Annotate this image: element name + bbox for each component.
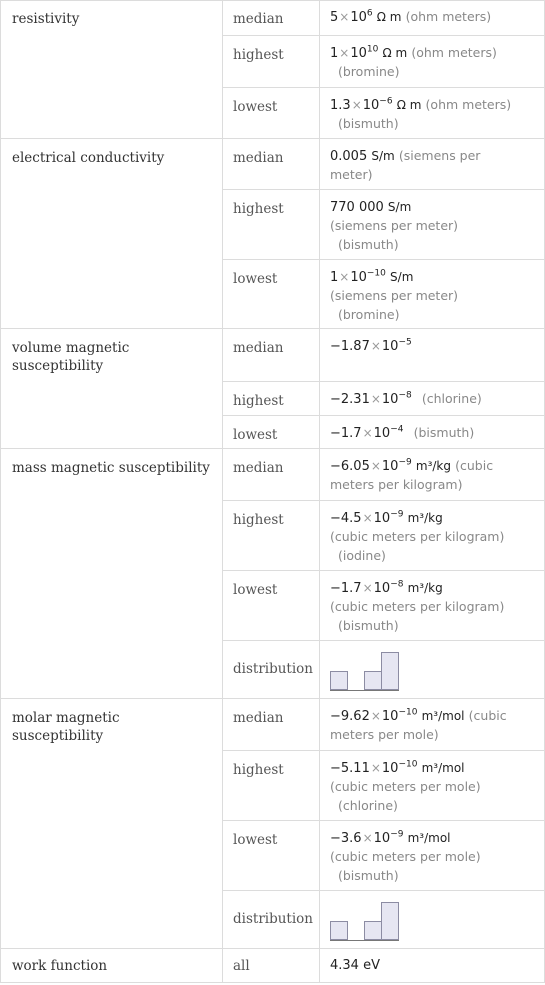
row-label: highest bbox=[233, 201, 284, 217]
distribution-histogram bbox=[330, 900, 400, 942]
coefficient: 5 bbox=[330, 10, 339, 25]
property-work-function bbox=[0, 949, 223, 983]
unit-description: (cubic meters per kilogram) bbox=[330, 529, 505, 544]
value-mass-distribution bbox=[320, 641, 545, 699]
element-name: (bromine) bbox=[338, 64, 400, 79]
row-label-lowest bbox=[223, 821, 320, 891]
unit: Ω m bbox=[396, 98, 422, 112]
coefficient: −4.5 bbox=[330, 511, 362, 526]
unit-description-cont: meters per mole) bbox=[330, 727, 439, 742]
row-label: all bbox=[233, 958, 250, 974]
value-conductivity-highest bbox=[320, 190, 545, 260]
unit: m³/mol bbox=[421, 761, 465, 775]
row-label-median bbox=[223, 139, 320, 190]
times-sign: × bbox=[370, 709, 381, 723]
base-ten: 10 bbox=[381, 459, 399, 474]
times-sign: × bbox=[370, 761, 381, 775]
element-name: (bismuth) bbox=[413, 425, 475, 440]
row-label: highest bbox=[233, 512, 284, 528]
exponent: −5 bbox=[398, 337, 412, 348]
property-label: work function bbox=[12, 958, 108, 974]
value-molar-distribution bbox=[320, 891, 545, 949]
histogram-bar bbox=[330, 671, 348, 690]
value-mass-highest bbox=[320, 501, 545, 571]
coefficient: 1 bbox=[330, 46, 339, 61]
base-ten: 10 bbox=[350, 270, 367, 285]
coefficient: −2.31 bbox=[330, 392, 370, 407]
unit-description: (cubic meters per mole) bbox=[330, 779, 481, 794]
value: 4.34 eV bbox=[330, 958, 380, 973]
times-sign: × bbox=[339, 270, 350, 284]
unit-description: (siemens per meter) bbox=[330, 288, 459, 303]
exponent: −10 bbox=[398, 707, 418, 718]
distribution-histogram bbox=[330, 650, 400, 692]
unit: m³/mol bbox=[407, 831, 451, 845]
property-label: volume magnetic bbox=[12, 340, 130, 356]
unit: m³/kg bbox=[407, 581, 443, 595]
value-conductivity-median bbox=[320, 139, 545, 190]
exponent: −6 bbox=[379, 96, 393, 107]
unit-description: (cubic bbox=[468, 708, 507, 723]
row-label-highest bbox=[223, 36, 320, 88]
row-label-lowest bbox=[223, 571, 320, 641]
value-mass-median bbox=[320, 449, 545, 501]
times-sign: × bbox=[362, 511, 373, 525]
property-label: molar magnetic susceptibility bbox=[12, 710, 120, 744]
row-label: lowest bbox=[233, 832, 278, 848]
exponent: 6 bbox=[366, 8, 373, 19]
unit: S/m bbox=[387, 200, 412, 214]
unit-description: (ohm meters) bbox=[411, 45, 497, 60]
unit-description: (cubic meters per mole) bbox=[330, 849, 481, 864]
property-label: mass magnetic susceptibility bbox=[12, 460, 210, 476]
row-label-lowest bbox=[223, 88, 320, 139]
histogram-bar bbox=[364, 671, 382, 690]
row-label: median bbox=[233, 150, 284, 166]
value: 770 000 bbox=[330, 200, 384, 215]
coefficient: −1.87 bbox=[330, 339, 370, 354]
value-work-function bbox=[320, 949, 545, 983]
unit: m³/mol bbox=[421, 709, 465, 723]
row-label: median bbox=[233, 340, 284, 356]
unit-description: (siemens per bbox=[398, 148, 481, 163]
row-label: highest bbox=[233, 393, 284, 409]
exponent: 10 bbox=[366, 44, 379, 55]
coefficient: −6.05 bbox=[330, 459, 370, 474]
row-label-median bbox=[223, 0, 320, 36]
times-sign: × bbox=[351, 98, 362, 112]
times-sign: × bbox=[370, 459, 381, 473]
base-ten: 10 bbox=[362, 98, 380, 113]
unit-description-cont: meters per kilogram) bbox=[330, 477, 463, 492]
times-sign: × bbox=[339, 10, 350, 24]
histogram-axis bbox=[330, 690, 399, 691]
row-label: lowest bbox=[233, 427, 278, 443]
unit-description-cont: meter) bbox=[330, 167, 373, 182]
unit: S/m bbox=[371, 149, 395, 163]
times-sign: × bbox=[362, 426, 373, 440]
base-ten: 10 bbox=[373, 426, 391, 441]
times-sign: × bbox=[362, 831, 373, 845]
element-name: (bismuth) bbox=[338, 237, 399, 252]
exponent: −8 bbox=[398, 390, 412, 401]
times-sign: × bbox=[362, 581, 373, 595]
row-label-highest bbox=[223, 751, 320, 821]
property-molar-magnetic-susceptibility bbox=[0, 699, 223, 949]
histogram-bar bbox=[330, 921, 348, 940]
property-resistivity bbox=[0, 0, 223, 139]
base-ten: 10 bbox=[381, 339, 399, 354]
exponent: −10 bbox=[366, 268, 386, 279]
histogram-bar bbox=[364, 921, 382, 940]
property-volume-magnetic-susceptibility bbox=[0, 329, 223, 449]
element-name: (iodine) bbox=[338, 548, 386, 563]
value-molar-median bbox=[320, 699, 545, 751]
element-name: (bismuth) bbox=[338, 618, 399, 633]
element-name: (bromine) bbox=[338, 307, 400, 322]
row-label: highest bbox=[233, 47, 284, 63]
exponent: −4 bbox=[390, 424, 404, 435]
value-volume-lowest bbox=[320, 416, 545, 449]
unit-description: (ohm meters) bbox=[425, 97, 512, 112]
row-label: median bbox=[233, 11, 284, 27]
value-molar-highest bbox=[320, 751, 545, 821]
row-label: lowest bbox=[233, 99, 278, 115]
base-ten: 10 bbox=[350, 46, 367, 61]
exponent: −9 bbox=[390, 829, 404, 840]
coefficient: −1.7 bbox=[330, 426, 362, 441]
unit-description: (cubic meters per kilogram) bbox=[330, 599, 505, 614]
exponent: −8 bbox=[390, 579, 404, 590]
coefficient: 1.3 bbox=[330, 98, 351, 113]
unit: m³/kg bbox=[415, 459, 451, 473]
property-mass-magnetic-susceptibility bbox=[0, 449, 223, 699]
times-sign: × bbox=[370, 339, 381, 353]
times-sign: × bbox=[370, 392, 381, 406]
row-label: median bbox=[233, 710, 284, 726]
property-label-cont: susceptibility bbox=[12, 358, 104, 374]
row-label: distribution bbox=[233, 661, 313, 677]
times-sign: × bbox=[339, 46, 350, 60]
value-molar-lowest bbox=[320, 821, 545, 891]
value: 0.005 bbox=[330, 149, 368, 164]
value-resistivity-lowest bbox=[320, 88, 545, 139]
value-conductivity-lowest bbox=[320, 260, 545, 329]
coefficient: −3.6 bbox=[330, 831, 362, 846]
value-volume-median bbox=[320, 329, 545, 382]
unit-description: (siemens per meter) bbox=[330, 218, 459, 233]
base-ten: 10 bbox=[381, 392, 399, 407]
row-label: median bbox=[233, 460, 284, 476]
unit: m³/kg bbox=[407, 511, 443, 525]
element-name: (bismuth) bbox=[338, 116, 399, 131]
value-mass-lowest bbox=[320, 571, 545, 641]
row-label-highest bbox=[223, 190, 320, 260]
row-label-all bbox=[223, 949, 320, 983]
histogram-axis bbox=[330, 940, 399, 941]
exponent: −9 bbox=[390, 509, 404, 520]
unit: Ω m bbox=[376, 10, 402, 24]
base-ten: 10 bbox=[381, 761, 399, 776]
row-label-lowest bbox=[223, 260, 320, 329]
base-ten: 10 bbox=[350, 10, 367, 25]
histogram-bar bbox=[381, 652, 399, 690]
exponent: −9 bbox=[398, 457, 412, 468]
row-label-distribution bbox=[223, 891, 320, 949]
row-label: distribution bbox=[233, 911, 313, 927]
row-label: lowest bbox=[233, 271, 278, 287]
element-name: (chlorine) bbox=[338, 798, 398, 813]
unit: S/m bbox=[390, 270, 414, 284]
row-label-highest bbox=[223, 382, 320, 416]
base-ten: 10 bbox=[373, 511, 391, 526]
base-ten: 10 bbox=[373, 581, 391, 596]
element-name: (chlorine) bbox=[421, 391, 482, 406]
row-label-median bbox=[223, 449, 320, 501]
row-label: highest bbox=[233, 762, 284, 778]
property-label: resistivity bbox=[12, 11, 80, 27]
coefficient: −9.62 bbox=[330, 709, 370, 724]
row-label-median bbox=[223, 699, 320, 751]
element-name: (bismuth) bbox=[338, 868, 399, 883]
coefficient: −5.11 bbox=[330, 761, 370, 776]
row-label-median bbox=[223, 329, 320, 382]
value-resistivity-highest bbox=[320, 36, 545, 88]
property-label: electrical conductivity bbox=[12, 150, 165, 166]
exponent: −10 bbox=[398, 759, 418, 770]
unit: Ω m bbox=[382, 46, 408, 60]
histogram-bar bbox=[381, 902, 399, 940]
property-electrical-conductivity bbox=[0, 139, 223, 329]
row-label-highest bbox=[223, 501, 320, 571]
value-resistivity-median bbox=[320, 0, 545, 36]
coefficient: −1.7 bbox=[330, 581, 362, 596]
value-volume-highest bbox=[320, 382, 545, 416]
unit-description: (ohm meters) bbox=[405, 9, 492, 24]
base-ten: 10 bbox=[373, 831, 391, 846]
coefficient: 1 bbox=[330, 270, 339, 285]
row-label: lowest bbox=[233, 582, 278, 598]
row-label-lowest bbox=[223, 416, 320, 449]
row-label-distribution bbox=[223, 641, 320, 699]
base-ten: 10 bbox=[381, 709, 399, 724]
unit-description: (cubic bbox=[455, 458, 494, 473]
